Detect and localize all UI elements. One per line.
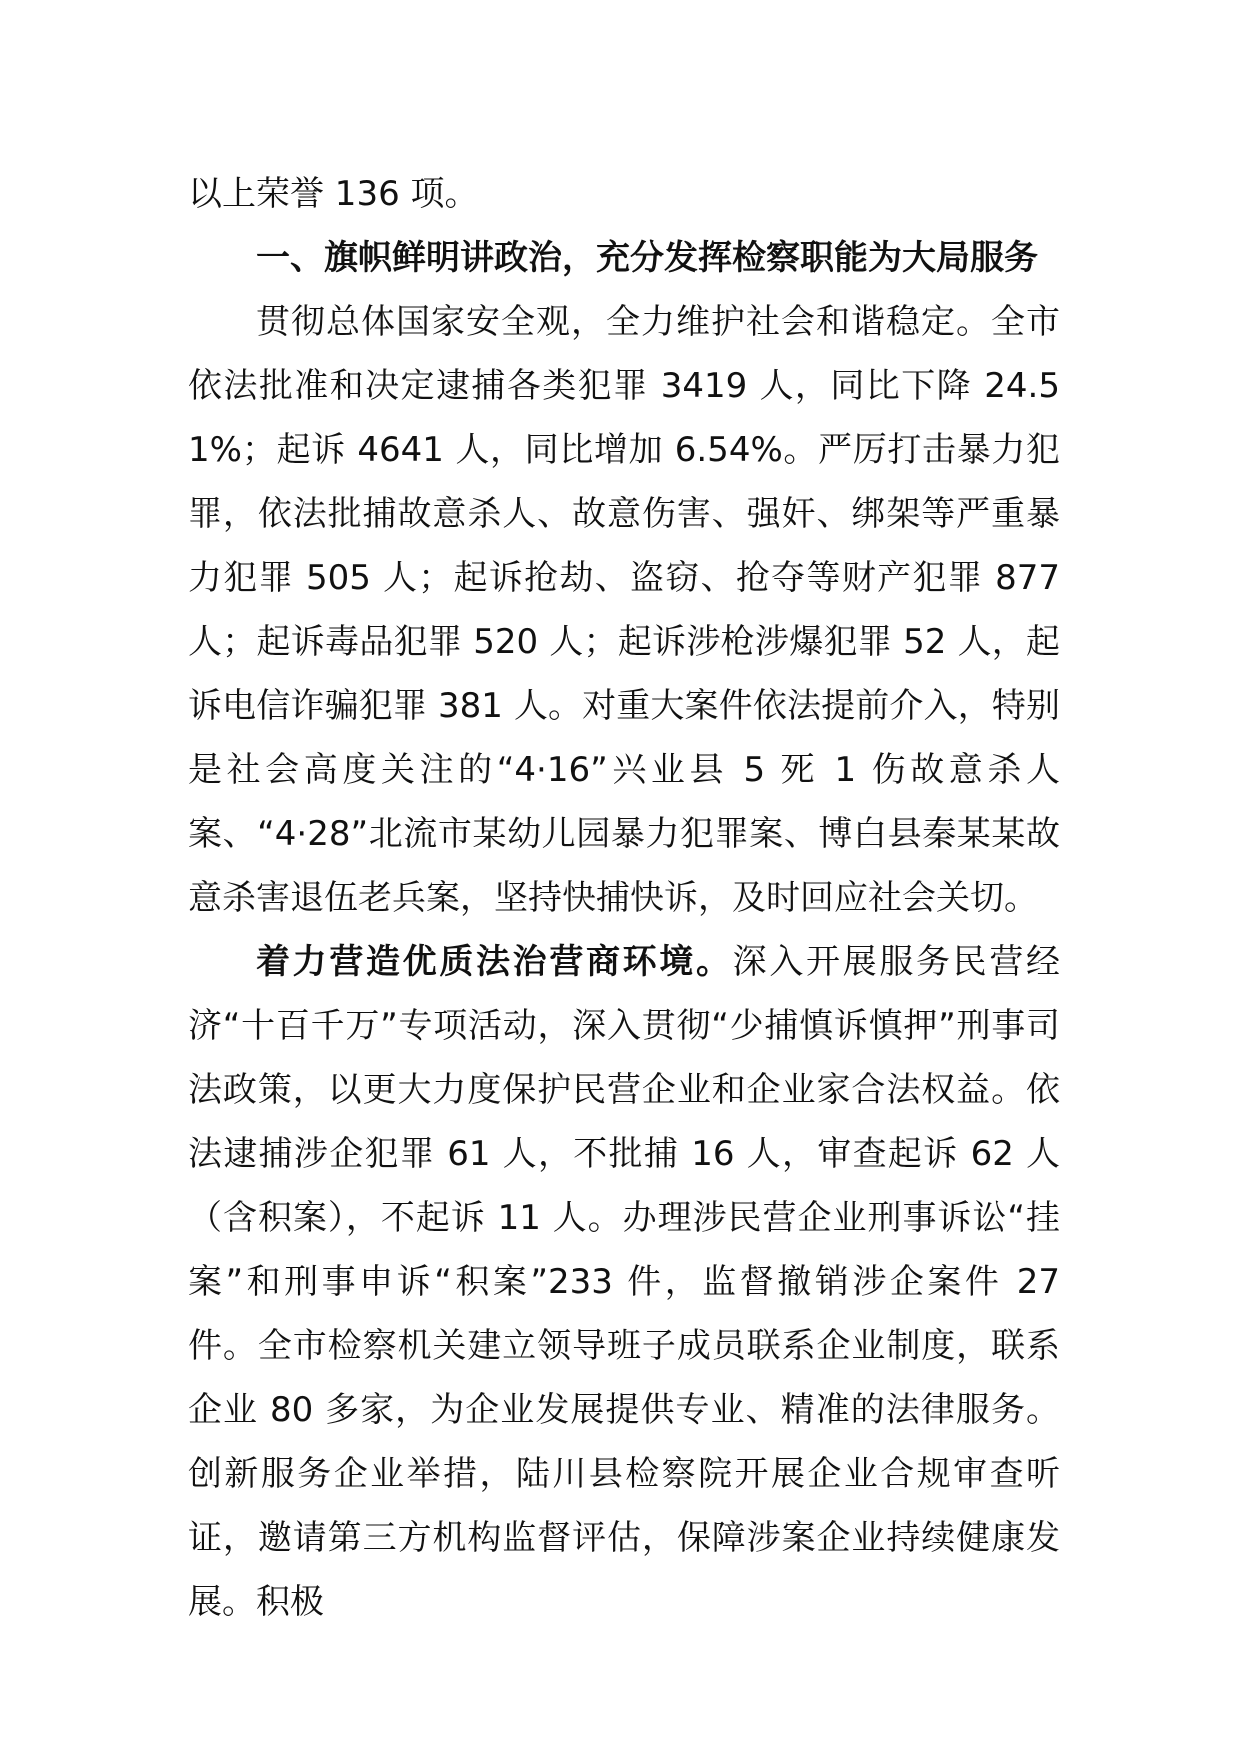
paragraph-lead-sentence: 着力营造优质法治营商环境。 [256, 942, 733, 982]
paragraph-body-text: 深入开展服务民营经济“十百千万”专项活动，深入贯彻“少捕慎诉慎押”刑事司法政策，以更大力度保护民营企业和企业家合法权益。依法逮捕涉企犯罪 61 人，不批捕 16 人，审查起诉 62 人（含积案），不起诉 11 人。办理涉民营企业刑事诉讼“挂案”和刑事申诉“积案”233 件，监督撤销涉企案件 27 件。全市检察机关建立领导班子成员联系企业制度，联系企业 80 多家，为企业发展提供专业、精准的法律服务。创新服务企业举措，陆川县检察院开展企业合规审查听证，邀请第三方机构监督评估，保障涉案企业持续健康发展。积极 [188, 942, 1061, 1622]
paragraph-business-environment [188, 930, 1060, 1634]
section-heading: 一、旗帜鲜明讲政治，充分发挥检察职能为大局服务 [256, 238, 1038, 278]
document-body [188, 162, 1060, 1634]
paragraph-continuation: 以上荣誉 136 项。 [188, 174, 479, 214]
paragraph-security: 贯彻总体国家安全观，全力维护社会和谐稳定。全市依法批准和决定逮捕各类犯罪 3419 人，同比下降 24.51%；起诉 4641 人，同比增加 6.54%。严厉打击暴力犯罪，依法批捕故意杀人、故意伤害、强奸、绑架等严重暴力犯罪 505 人；起诉抢劫、盗窃、抢夺等财产犯罪 877 人；起诉毒品犯罪 520 人；起诉涉枪涉爆犯罪 52 人，起诉电信诈骗犯罪 381 人。对重大案件依法提前介入，特别是社会高度关注的“4·16”兴业县 5 死 1 伤故意杀人案、“4·28”北流市某幼儿园暴力犯罪案、博白县秦某某故意杀害退伍老兵案，坚持快捕快诉，及时回应社会关切。 [188, 302, 1060, 918]
